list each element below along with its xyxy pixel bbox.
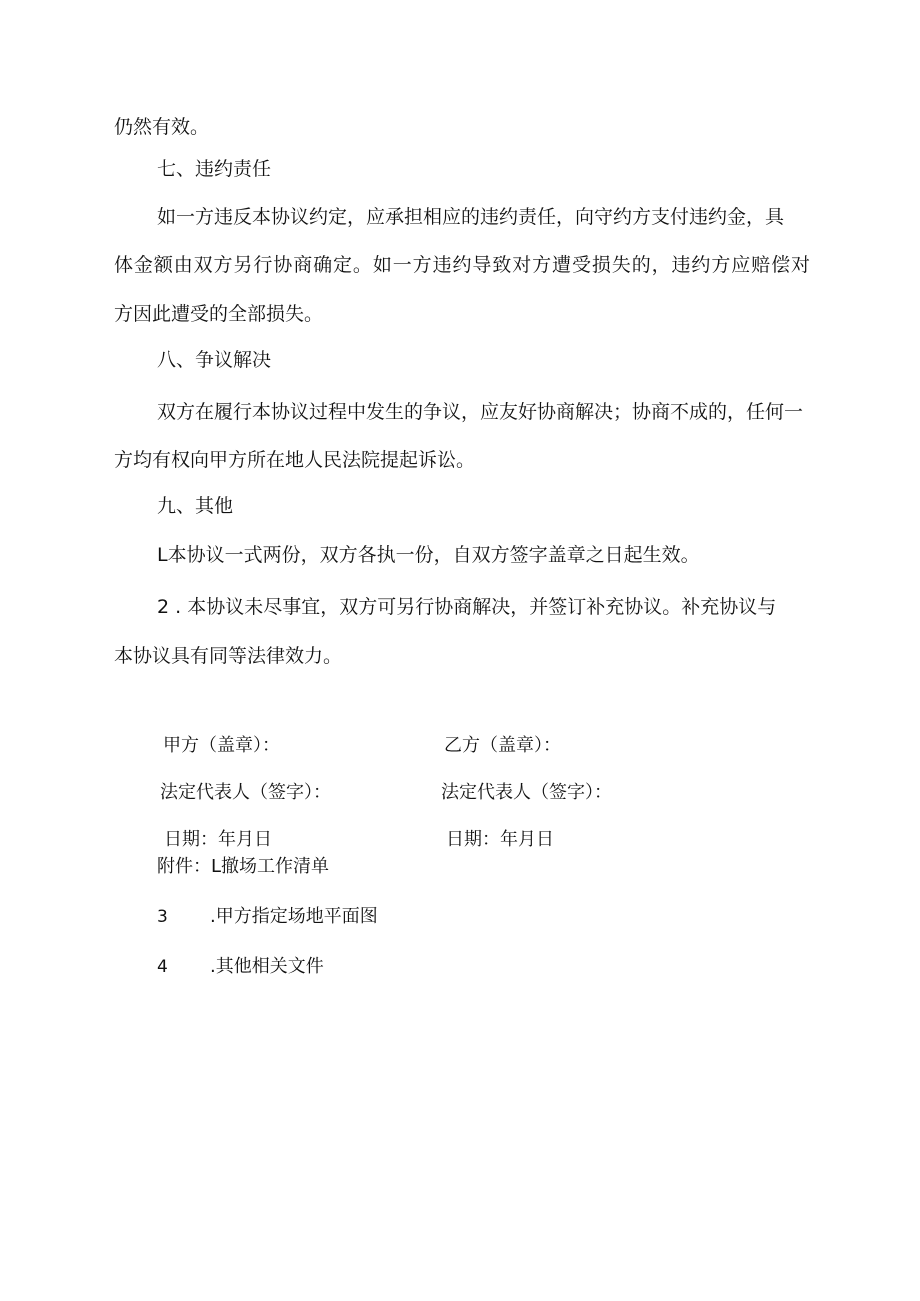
attachment-item: .甲方指定场地平面图	[210, 906, 378, 927]
clause-other-2-line-2: 本协议具有同等法律效力。	[114, 645, 343, 667]
section-heading-dispute: 八、争议解决	[157, 349, 272, 371]
party-b-seal-label: 乙方（盖章）：	[444, 735, 561, 756]
party-a-rep-label: 法定代表人（签字）：	[160, 782, 331, 803]
clause-other-1: L本协议一式两份，双方各执一份，自双方签字盖章之日起生效。	[157, 544, 700, 566]
paragraph-breach-line-2: 体金额由双方另行协商确定。如一方违约导致对方遭受损失的，违约方应赔偿对	[114, 254, 810, 276]
paragraph-breach-line-1: 如一方违反本协议约定，应承担相应的违约责任，向守约方支付违约金，具	[157, 206, 785, 228]
body-line-continuation: 仍然有效。	[114, 116, 210, 138]
section-heading-breach: 七、违约责任	[157, 158, 272, 180]
paragraph-dispute-line-2: 方均有权向甲方所在地人民法院提起诉讼。	[114, 449, 476, 471]
paragraph-dispute-line-1: 双方在履行本协议过程中发生的争议，应友好协商解决；协商不成的，任何一	[157, 401, 804, 423]
attachment-number: 4	[157, 957, 168, 977]
attachment-item: .其他相关文件	[210, 956, 324, 977]
party-b-date-label: 日期：年月日	[446, 829, 554, 850]
party-b-rep-label: 法定代表人（签字）：	[441, 782, 612, 803]
party-a-date-label: 日期：年月日	[164, 829, 272, 850]
attachment-number: 3	[157, 907, 168, 927]
attachments-heading: 附件：L撤场工作清单	[157, 856, 330, 877]
section-heading-other: 九、其他	[157, 495, 234, 517]
party-a-seal-label: 甲方（盖章）：	[163, 735, 280, 756]
clause-other-2-line-1: 2 . 本协议未尽事宜，双方可另行协商解决，并签订补充协议。补充协议与	[157, 596, 777, 618]
paragraph-breach-line-3: 方因此遭受的全部损失。	[114, 303, 324, 325]
